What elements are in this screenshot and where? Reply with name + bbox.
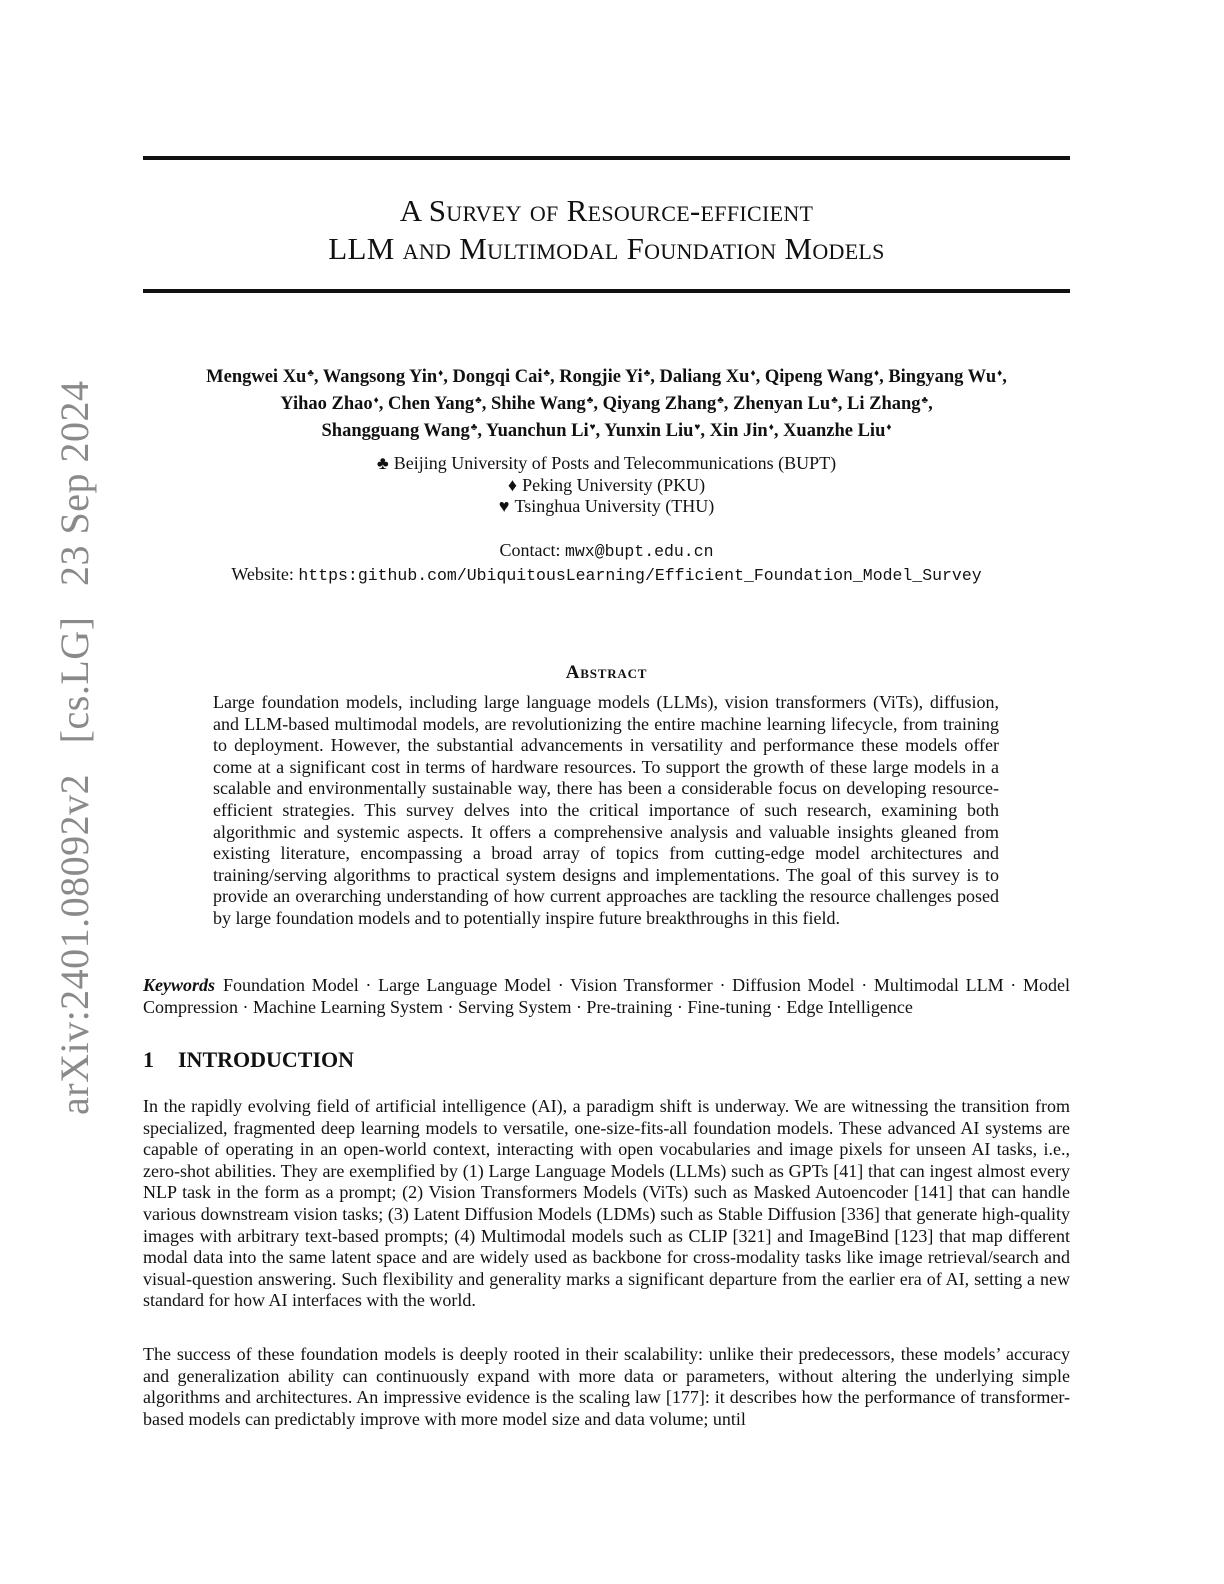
author-name: Xuanzhe Liu	[783, 421, 886, 441]
keywords	[143, 974, 1070, 1018]
intro-paragraph-1: In the rapidly evolving field of artificial intelligence (AI), a paradigm shift is underway. We are witnessing the transition from specialized, fragmented deep learning models to versatile, one-size-fits-all foundation models. These advanced AI systems are capable of operating in an open-world context, interacting with open vocabularies and image pixels for unseen AI tasks, i.e., zero-shot abilities. They are exemplified by (1) Large Language Models (LLMs) such as GPTs [41] that can ingest almost every NLP task in the form as a prompt; (2) Vision Transformers Models (ViTs) such as Masked Autoencoder [141] that can handle various downstream vision tasks; (3) Latent Diffusion Models (LDMs) such as Stable Diffusion [336] that generate high-quality images with arbitrary text-based prompts; (4) Multimodal models such as CLIP [321] and ImageBind [123] that map different modal data into the same latent space and are widely used as backbone for cross-modality tasks like image retrieval/search and visual-question answering. Such flexibility and generality marks a significant departure from the earlier era of AI, setting a new standard for how AI interfaces with the world.	[143, 1096, 1070, 1311]
title-rule-top	[143, 156, 1070, 160]
abstract-body: Large foundation models, including large language models (LLMs), vision transformers (ViTs), diffusion, and LLM-based multimodal models, are revolutionizing the entire machine learning lifecycle, from training to deployment. However, the substantial advancements in versatility and performance these models offer come at a significant cost in terms of hardware resources. To support the growth of these large models in a scalable and environmentally sustainable way, there has been a considerable focus on developing resource-efficient strategies. This survey delves into the critical importance of such research, examining both algorithmic and systemic aspects. It offers a comprehensive analysis and valuable insights gleaned from existing literature, encompassing a broad array of topics from cutting-edge model architectures and training/serving algorithms to practical system designs and implementations. The goal of this survey is to provide an overarching understanding of how current approaches are tackling the resource challenges posed by large foundation models and to potentially inspire future breakthroughs in this field.	[213, 692, 999, 928]
abstract-heading-text: Abstract	[565, 662, 648, 683]
affiliation-name: Peking University (PKU)	[522, 474, 706, 495]
author-affiliation-mark: ♥	[589, 422, 596, 433]
author-name: Li Zhang	[847, 394, 921, 414]
author-name: Shangguang Wang	[321, 421, 470, 441]
author-affiliation-mark: ♣	[921, 395, 929, 406]
author-name: Yihao Zhao	[280, 394, 373, 414]
author-affiliation-mark: ♣	[470, 422, 478, 433]
author	[710, 421, 774, 441]
title-line-2-text: LLM and Multimodal Foundation Models	[328, 231, 885, 266]
author-affiliation-mark: ♣	[543, 368, 551, 379]
author	[388, 394, 482, 414]
author	[765, 367, 879, 387]
affiliation-name: Tsinghua University (THU)	[514, 496, 715, 516]
author	[491, 394, 593, 414]
author-affiliation-mark: ♦	[768, 422, 774, 433]
website-label: Website:	[231, 564, 294, 584]
author-name: Zhenyan Lu	[733, 394, 831, 414]
section-number: 1	[143, 1047, 154, 1072]
author-name: Dongqi Cai	[452, 367, 543, 387]
abstract-heading	[143, 662, 1070, 684]
author	[660, 367, 756, 387]
author	[280, 394, 378, 414]
author-name: Rongjie Yi	[559, 367, 643, 387]
contact-email-link[interactable]: mwx@bupt.edu.cn	[564, 542, 714, 561]
author-name: Mengwei Xu	[206, 367, 307, 387]
website-row	[143, 563, 1070, 587]
section-title: INTRODUCTION	[178, 1047, 355, 1072]
title-line-1	[143, 192, 1070, 230]
author-name: Chen Yang	[387, 394, 475, 414]
author	[604, 421, 700, 441]
author-affiliation-mark: ♣	[643, 368, 651, 379]
arxiv-category: [cs.LG]	[52, 616, 97, 744]
author-affiliation-mark: ♦	[750, 368, 756, 379]
diamond-symbol: ♦	[507, 474, 518, 495]
intro-paragraph-2: The success of these foundation models is deeply rooted in their scalability: unlike their predecessors, these models’ accuracy and generalization ability can continuously expand with more data or parameters, without altering the underlying simple algorithms and architectures. An impressive evidence is the scaling law [177]: it describes how the performance of transformer-based models can predictably improve with more model size and data volume; until	[143, 1344, 1070, 1429]
author	[733, 394, 838, 414]
arxiv-date: 23 Sep 2024	[52, 380, 97, 587]
affiliation-name: Beijing University of Posts and Telecommunications (BUPT)	[393, 453, 837, 473]
heart-symbol: ♥	[498, 496, 510, 516]
author-name: Bingyang Wu	[888, 367, 997, 387]
website-link[interactable]: https:github.com/UbiquitousLearning/Efficient_Foundation_Model_Survey	[298, 566, 982, 585]
author	[559, 367, 650, 387]
author-affiliation-mark: ♦	[438, 368, 444, 379]
author	[206, 367, 314, 387]
author	[322, 421, 478, 441]
author	[847, 394, 928, 414]
author-affiliation-mark: ♣	[717, 395, 724, 406]
author-name: Qipeng Wang	[764, 367, 873, 387]
author	[453, 367, 551, 387]
affiliation-bupt	[143, 453, 1070, 475]
author-line-2: Yihao Zhao♦, Chen Yang♣, Shihe Wang♣, Qiyang Zhang♣, Zhenyan Lu♣, Li Zhang♣,	[280, 394, 933, 414]
author-name: Yuanchun Li	[485, 421, 589, 441]
author-name: Qiyang Zhang	[602, 394, 717, 414]
author-affiliation-mark: ♦	[373, 395, 379, 406]
section-heading	[143, 1046, 354, 1074]
author-affiliation-mark: ♥	[694, 422, 701, 433]
arxiv-identifier-stamp	[45, 380, 105, 1125]
title-line-1-text: A Survey of Resource-efficient	[399, 193, 814, 228]
author-affiliation-mark: ♣	[586, 395, 594, 406]
author-name: Daliang Xu	[659, 367, 750, 387]
contact-label: Contact:	[499, 540, 561, 560]
keywords-label: Keywords	[143, 975, 215, 995]
contact-block	[143, 539, 1070, 587]
author-affiliation-mark: ♣	[831, 395, 838, 406]
author-affiliation-mark: ♦	[873, 368, 880, 379]
author-list	[143, 362, 1070, 443]
author-name: Yunxin Liu	[604, 421, 694, 441]
author-line-3: Shangguang Wang♣, Yuanchun Li♥, Yunxin Liu♥, Xin Jin♦, Xuanzhe Liu♦	[321, 421, 892, 441]
arxiv-id: arXiv:2401.08092v2	[52, 773, 97, 1115]
author-line-1: Mengwei Xu♣, Wangsong Yin♦, Dongqi Cai♣, Rongjie Yi♣, Daliang Xu♦, Qipeng Wang♦, Bingyang Wu♦,	[206, 367, 1007, 387]
author	[323, 367, 443, 387]
author	[486, 421, 596, 441]
paper-title	[143, 192, 1070, 268]
affiliation-thu	[143, 496, 1070, 518]
affiliation-pku	[143, 475, 1070, 497]
author	[783, 421, 891, 441]
title-rule-bottom	[143, 289, 1070, 293]
club-symbol: ♣	[376, 453, 389, 473]
title-line-2	[143, 230, 1070, 268]
author-affiliation-mark: ♣	[307, 368, 314, 379]
keywords-text: Foundation Model · Large Language Model · Vision Transformer · Diffusion Model · Multimodal LLM · Model Compression · Machine Learning System · Serving System · Pre-training · Fine-tuning · Edge Intelligence	[143, 975, 1070, 1017]
contact-row	[143, 539, 1070, 563]
author-affiliation-mark: ♦	[997, 368, 1003, 379]
author-name: Wangsong Yin	[322, 367, 438, 387]
author	[603, 394, 724, 414]
author-affiliation-mark: ♦	[886, 422, 892, 433]
author-affiliation-mark: ♣	[475, 395, 482, 406]
author-name: Shihe Wang	[490, 394, 586, 414]
author	[888, 367, 1002, 387]
affiliation-list	[143, 453, 1070, 518]
author-name: Xin Jin	[709, 421, 768, 441]
